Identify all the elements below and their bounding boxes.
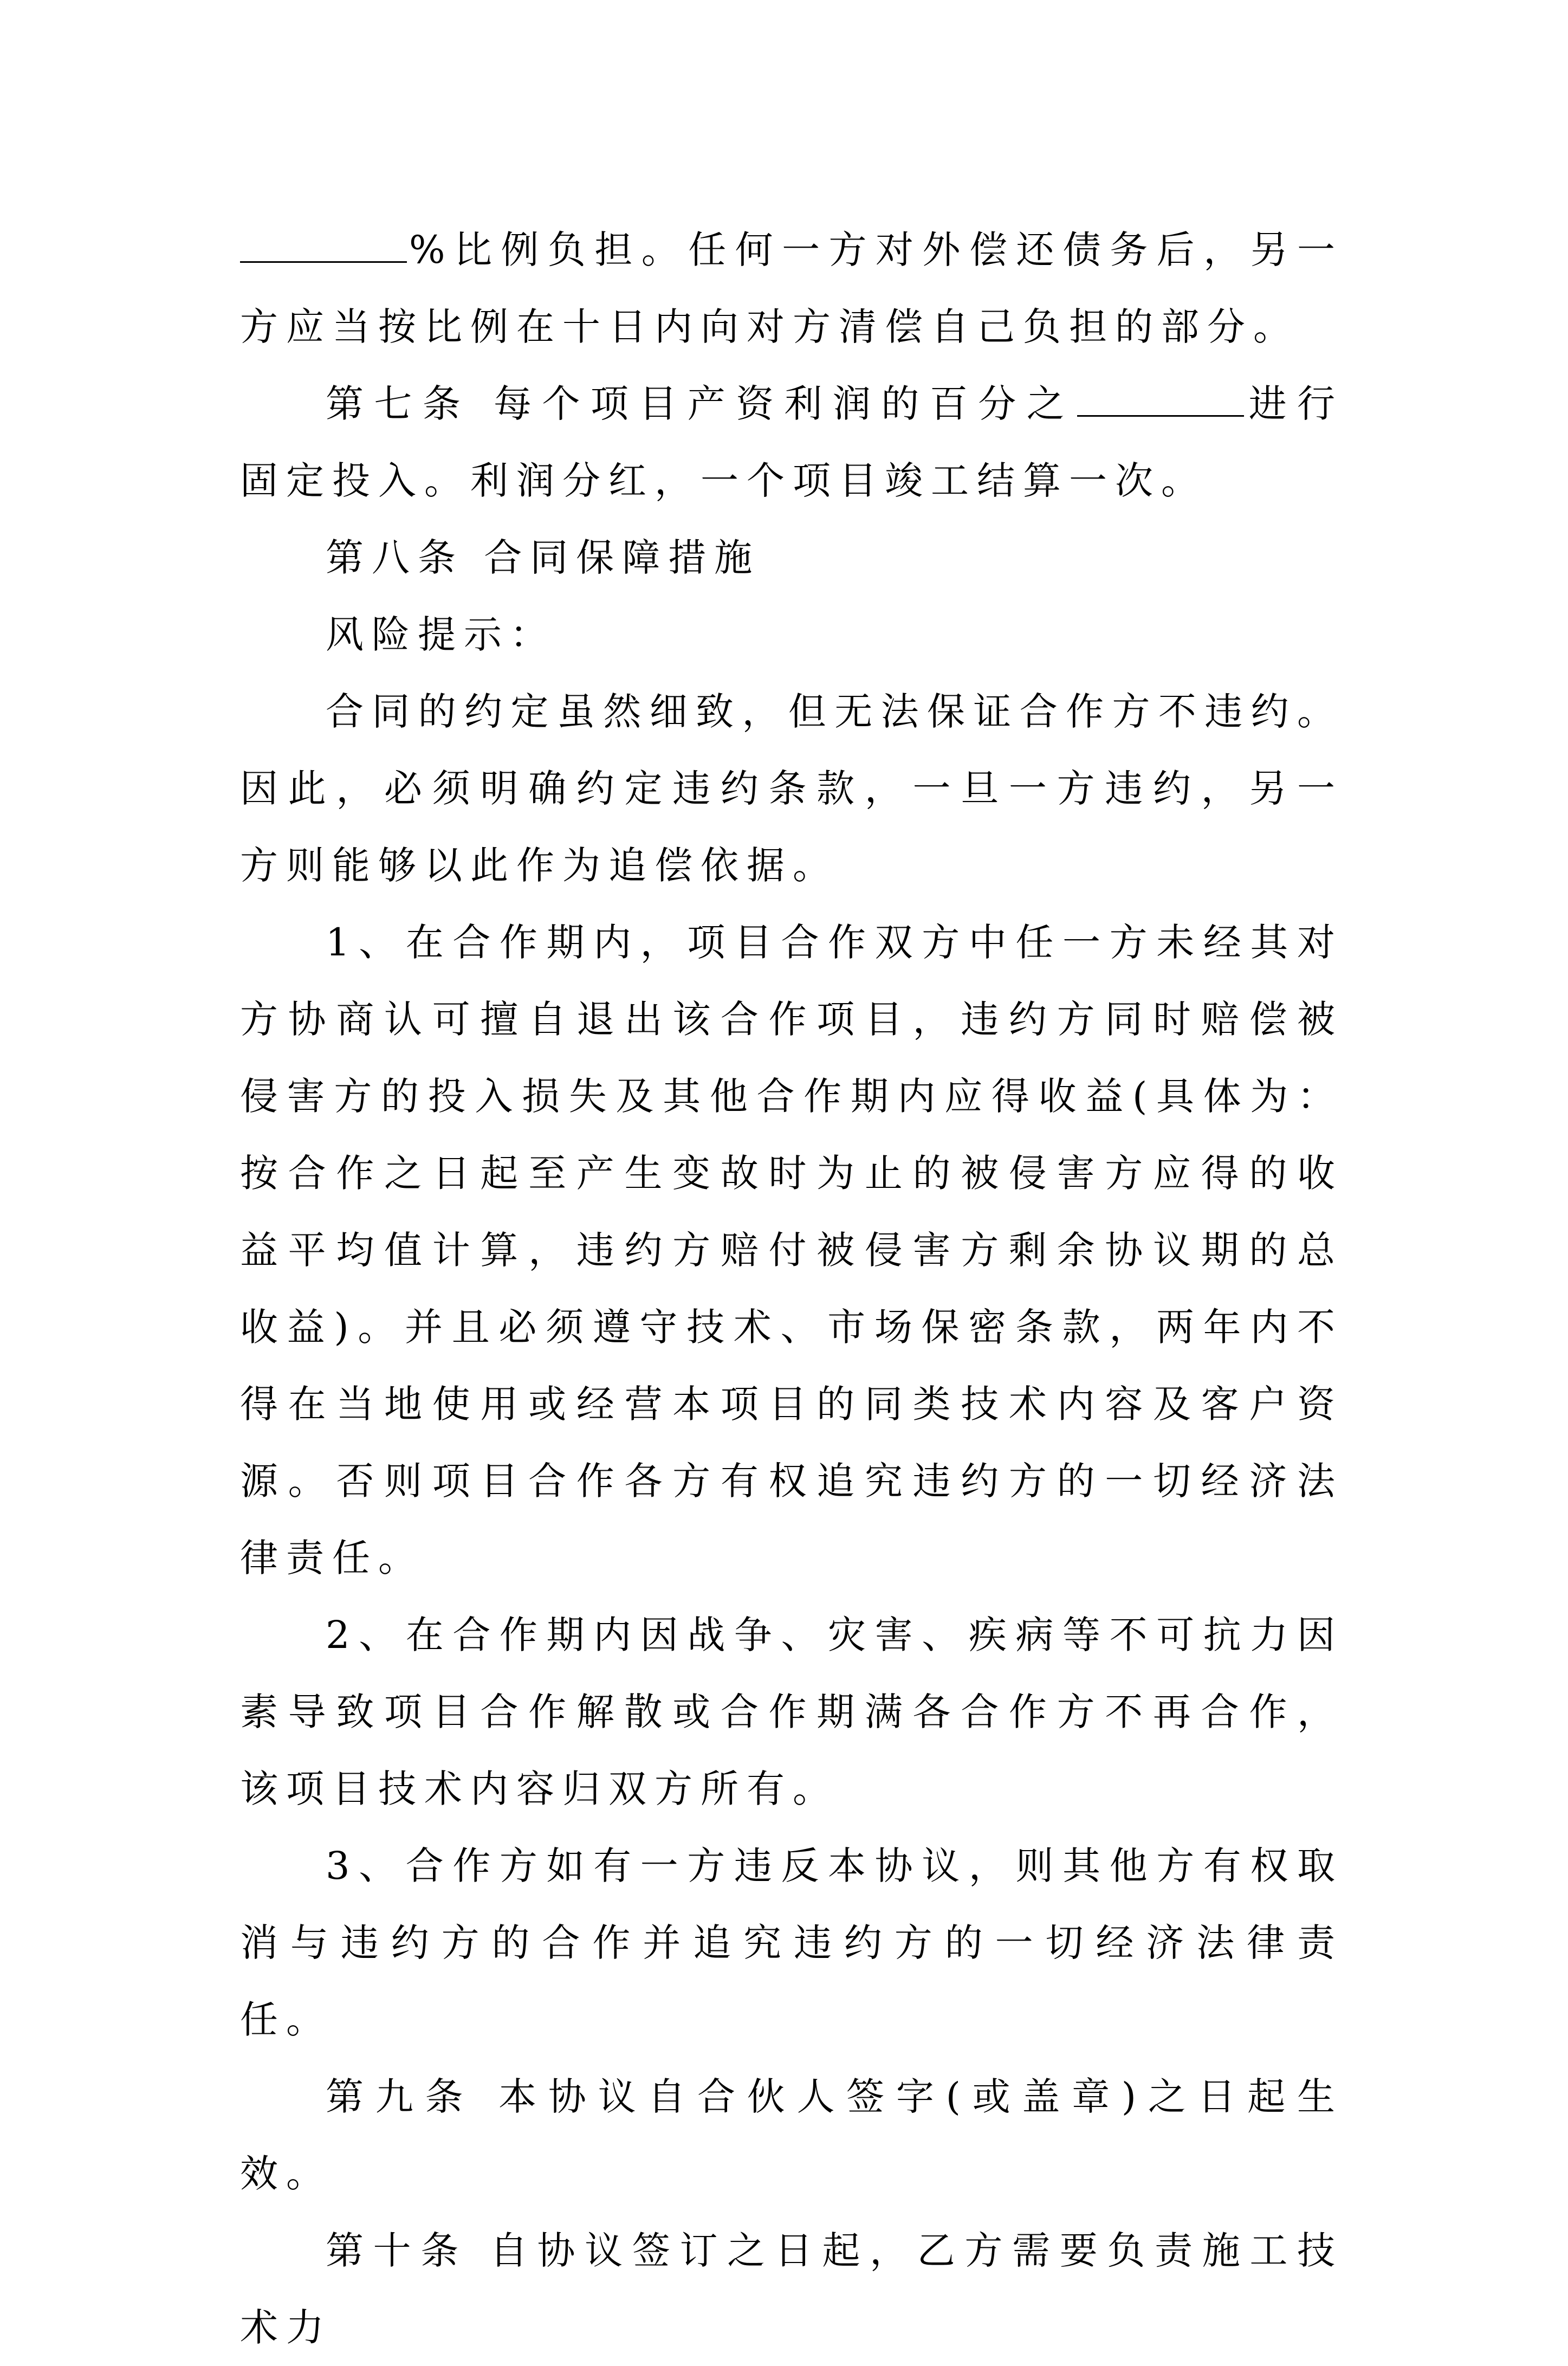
- paragraph-clause-1: 1、在合作期内，项目合作双方中任一方未经其对方协商认可擅自退出该合作项目，违约方同时赔偿被侵害方的投入损失及其他合作期内应得收益(具体为：按合作之日起至产生变故时为止的被侵害方应得的收益平均值计算，违约方赔付被侵害方剩余协议期的总收益)。并且必须遵守技术、市场保密条款，两年内不得在当地使用或经营本项目的同类技术内容及客户资源。否则项目合作各方有权追究违约方的一切经济法律责任。: [240, 920, 1343, 1580]
- paragraph-article-9: 第九条 本协议自合伙人签字(或盖章)之日起生效。: [240, 2074, 1343, 2196]
- document-body: [240, 211, 1343, 2366]
- paragraph-clause-2: 2、在合作期内因战争、灾害、疾病等不可抗力因素导致项目合作解散或合作期满各合作方不再合作，该项目技术内容归双方所有。: [240, 1613, 1343, 1811]
- blank-fill-line: [240, 229, 407, 263]
- paragraph-article-8-heading: 第八条 合同保障措施: [326, 535, 761, 580]
- paragraph-article-10: 第十条 自协议签订之日起，乙方需要负责施工技术力: [240, 2228, 1343, 2350]
- paragraph-risk-note-body: 合同的约定虽然细致，但无法保证合作方不违约。因此，必须明确约定违约条款，一旦一方违约，另一方则能够以此作为追偿依据。: [240, 689, 1343, 888]
- paragraph-clause-3: 3、合作方如有一方违反本协议，则其他方有权取消与违约方的合作并追究违约方的一切经济法律责任。: [240, 1844, 1343, 2042]
- article-7-text-after: 进行固定投入。利润分红，一个项目竣工结算一次。: [240, 382, 1344, 503]
- article-7-text-before: 第七条 每个项目产资利润的百分之: [326, 382, 1075, 426]
- paragraph-cost-sharing: [240, 211, 1343, 365]
- blank-fill-line: [1077, 383, 1244, 417]
- paragraph-cost-sharing-text: %比例负担。任何一方对外偿还债务后，另一方应当按比例在十日内向对方清偿自己负担的部分。: [240, 228, 1343, 349]
- paragraph-article-7: [240, 365, 1343, 519]
- paragraph-risk-note-label: 风险提示：: [326, 612, 556, 657]
